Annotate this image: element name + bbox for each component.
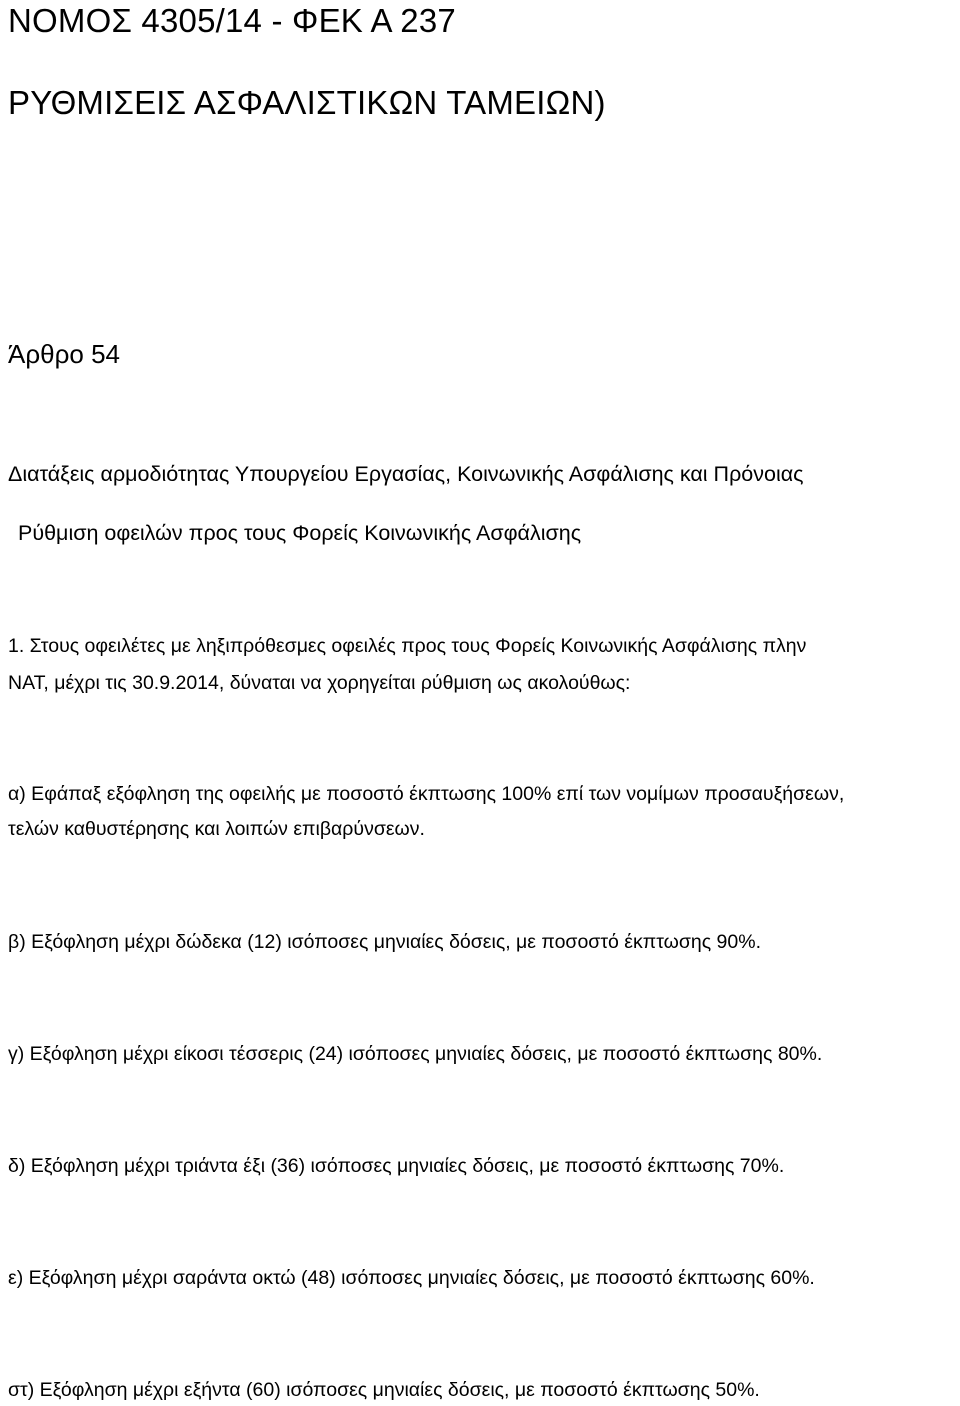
- paragraph-1-line-2: ΝΑΤ, μέχρι τις 30.9.2014, δύναται να χορηγείται ρύθμιση ως ακολούθως:: [8, 672, 631, 694]
- item-c: γ) Εξόφληση μέχρι είκοσι τέσσερις (24) ισόποσες μηνιαίες δόσεις, με ποσοστό έκπτωσης 80%.: [8, 1043, 823, 1065]
- item-f: στ) Εξόφληση μέχρι εξήντα (60) ισόποσες μηνιαίες δόσεις, με ποσοστό έκπτωσης 50%.: [8, 1379, 760, 1401]
- item-a-line-2: τελών καθυστέρησης και λοιπών επιβαρύνσεων.: [8, 818, 425, 840]
- law-title: ΝΟΜΟΣ 4305/14 - ΦΕΚ Α 237: [8, 2, 456, 39]
- item-b: β) Εξόφληση μέχρι δώδεκα (12) ισόποσες μηνιαίες δόσεις, με ποσοστό έκπτωσης 90%.: [8, 931, 761, 953]
- paragraph-1-line-1: 1. Στους οφειλέτες με ληξιπρόθεσμες οφειλές προς τους Φορείς Κοινωνικής Ασφάλισης πλην: [8, 635, 807, 657]
- article-heading: Άρθρο 54: [8, 339, 120, 369]
- ministry-heading: Διατάξεις αρμοδιότητας Υπουργείου Εργασίας, Κοινωνικής Ασφάλισης και Πρόνοιας: [8, 462, 804, 486]
- item-a-line-1: α) Εφάπαξ εξόφληση της οφειλής με ποσοστό έκπτωσης 100% επί των νομίμων προσαυξήσεων,: [8, 783, 845, 805]
- item-e: ε) Εξόφληση μέχρι σαράντα οκτώ (48) ισόποσες μηνιαίες δόσεις, με ποσοστό έκπτωσης 60%.: [8, 1267, 815, 1289]
- section-heading: Ρύθμιση οφειλών προς τους Φορείς Κοινωνικής Ασφάλισης: [18, 521, 582, 545]
- law-subtitle: ΡΥΘΜΙΣΕΙΣ ΑΣΦΑΛΙΣΤΙΚΩΝ ΤΑΜΕΙΩΝ): [8, 84, 606, 121]
- item-d: δ) Εξόφληση μέχρι τριάντα έξι (36) ισόποσες μηνιαίες δόσεις, με ποσοστό έκπτωσης 70%.: [8, 1155, 785, 1177]
